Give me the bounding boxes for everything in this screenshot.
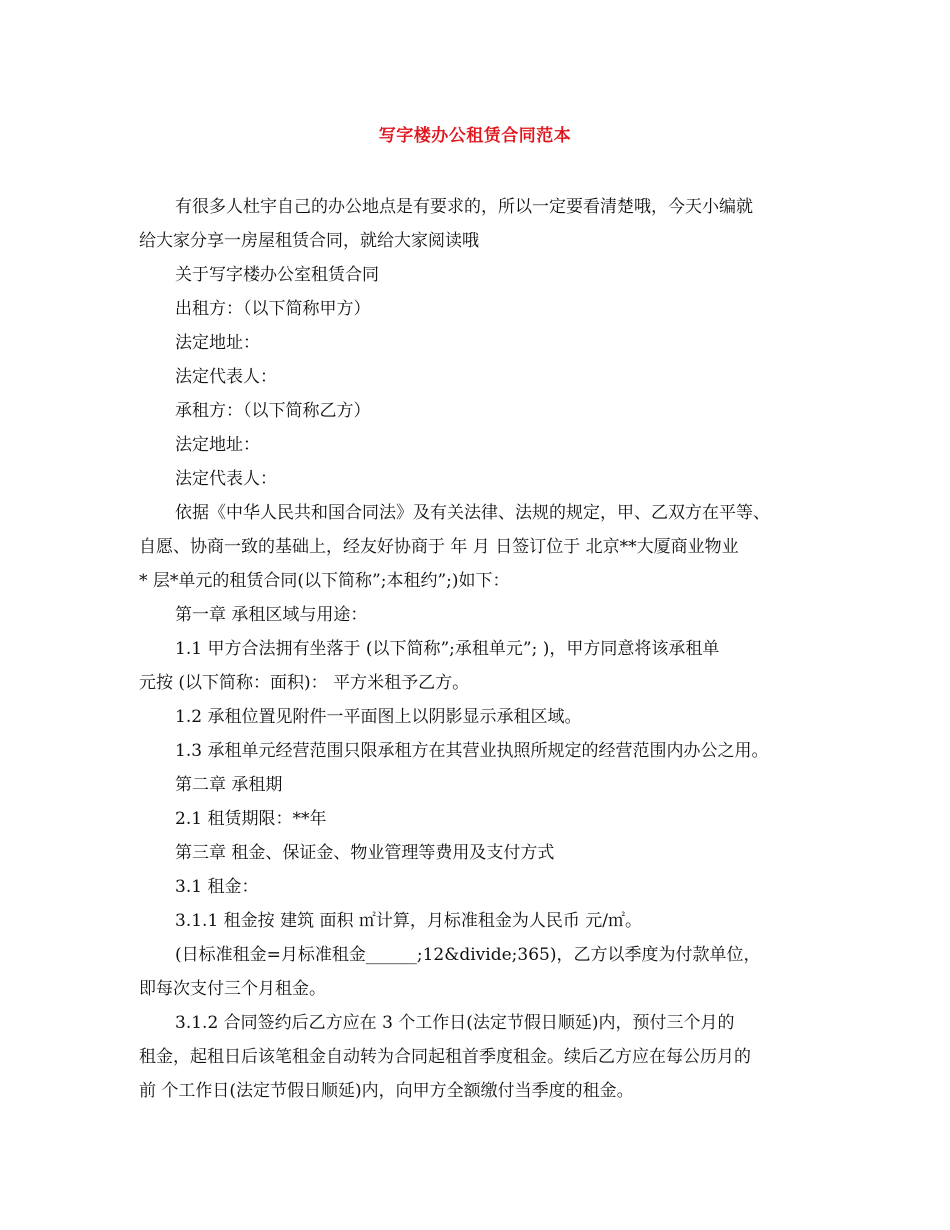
text-line: 第一章 承租区域与用途： [175,605,368,625]
text-line: 给大家分享一房屋租赁合同，就给大家阅读哦 [139,231,479,251]
text-line: 法定地址： [175,435,260,455]
text-line: 法定地址： [175,333,260,353]
text-line: 自愿、协商一致的基础上，经友好协商于 年 月 日签订位于 北京**大厦商业物业 [139,537,739,557]
text-line: 关于写字楼办公室租赁合同 [175,265,379,285]
document-title: 写字楼办公租赁合同范本 [378,126,572,146]
text-line: 第二章 承租期 [175,775,283,795]
text-line: (日标准租金=月标准租金______;12&divide;365)，乙方以季度为付款单位， [175,945,761,965]
text-line: 法定代表人： [175,367,277,387]
text-line: 3.1.2 合同签约后乙方应在 3 个工作日(法定节假日顺延)内，预付三个月的 [175,1013,735,1033]
text-line: 1.2 承租位置见附件一平面图上以阴影显示承租区域。 [175,707,582,727]
text-line: 承租方：（以下简称乙方） [175,401,371,421]
text-line: 元按 (以下简称：面积)： 平方米租予乙方。 [139,673,470,693]
text-line: * 层*单元的租赁合同(以下简称”;本租约”;)如下： [139,571,510,591]
text-line: 3.1 租金： [175,877,259,897]
text-line: 第三章 租金、保证金、物业管理等费用及支付方式 [175,843,555,863]
text-line: 1.3 承租单元经营范围只限承租方在其营业执照所规定的经营范围内办公之用。 [175,741,769,761]
text-line: 租金，起租日后该笔租金自动转为合同起租首季度租金。续后乙方应在每公历月的 [139,1047,751,1067]
document-body [139,190,829,1108]
text-line: 出租方：（以下简称甲方） [175,299,371,319]
text-line: 1.1 甲方合法拥有坐落于 (以下简称”;承租单元”; )，甲方同意将该承租单 [175,639,720,659]
text-line: 前 个工作日(法定节假日顺延)内，向甲方全额缴付当季度的租金。 [139,1081,634,1101]
text-line: 即每次支付三个月租金。 [139,979,326,999]
text-line: 依据《中华人民共和国合同法》及有关法律、法规的规定，甲、乙双方在平等、 [175,503,770,523]
text-line: 2.1 租赁期限：**年 [175,809,327,829]
text-line: 3.1.1 租金按 建筑 面积 ㎡计算，月标准租金为人民币 元/㎡。 [175,911,643,931]
text-line: 法定代表人： [175,469,277,489]
text-line: 有很多人杜宇自己的办公地点是有要求的，所以一定要看清楚哦，今天小编就 [175,197,753,217]
